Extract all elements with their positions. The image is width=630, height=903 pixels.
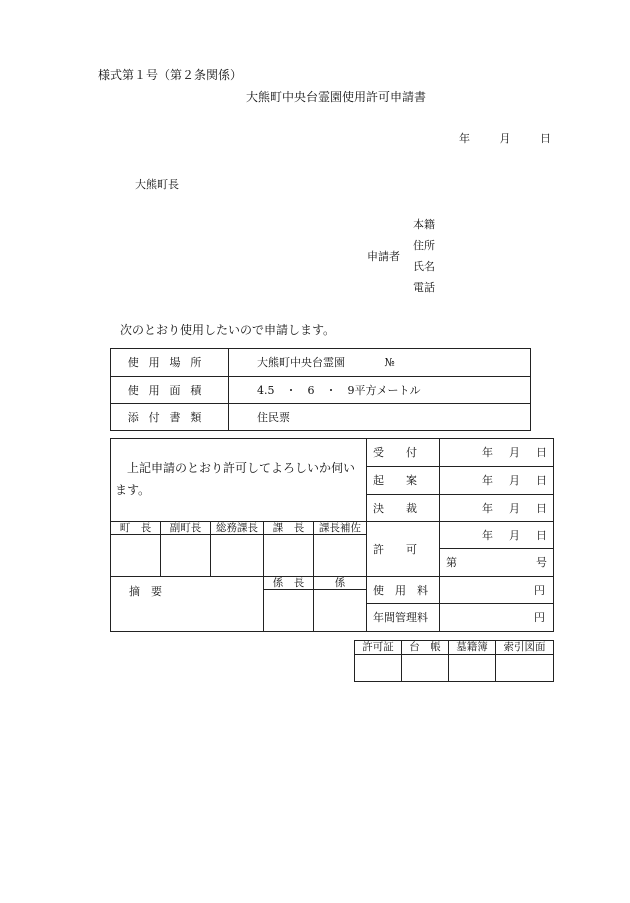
usage-value-location (229, 349, 531, 377)
ledger-grave-registry: 墓籍簿 (449, 641, 496, 655)
applicant-field-name: 氏名 (413, 260, 435, 273)
fee-value-usage (440, 577, 554, 604)
receipt-year: 年 (482, 446, 494, 459)
summary-label: 摘 要 (129, 585, 162, 598)
summary-cell (111, 577, 264, 632)
step-date-receipt (440, 439, 554, 467)
applicant-label: 申請者 (367, 250, 400, 263)
intro-text: 次のとおり使用したいので申請します。 (120, 323, 336, 337)
usage-label-area: 使用面積 (111, 377, 229, 404)
step-label-draft: 起 案 (367, 467, 440, 495)
usage-value-area: 4.5 ・ 6 ・ 9平方メートル (229, 377, 531, 404)
staff-clerk-label: 係 (314, 577, 367, 590)
approver-mayor: 町 長 (111, 522, 161, 535)
ledger-grave-registry-stamp (449, 655, 496, 682)
approver-general-affairs-chief: 総務課長 (211, 522, 264, 535)
ledger-permit-stamp (355, 655, 402, 682)
approval-table (110, 438, 554, 632)
location-value: 大熊町中央台霊園 (257, 356, 345, 369)
usage-value-attachments: 住民票 (229, 404, 531, 431)
fee-value-management (440, 604, 554, 632)
applicant-field-honseki: 本籍 (413, 218, 435, 231)
ledger-table (354, 640, 554, 682)
usage-row-attachments (111, 404, 531, 431)
step-date-permit (440, 522, 554, 549)
permit-month: 月 (509, 528, 521, 542)
receipt-day: 日 (536, 446, 548, 459)
seal-deputy-mayor (161, 535, 211, 577)
usage-row-location (111, 349, 531, 377)
applicant-field-address: 住所 (413, 239, 435, 252)
request-text: 上記申請のとおり許可してよろしいか伺います。 (115, 461, 356, 497)
seal-staff-clerk (314, 590, 367, 632)
step-label-permit: 許 可 (367, 522, 440, 577)
request-cell (111, 439, 367, 522)
seal-assistant-chief (314, 535, 367, 577)
date-month: 月 (499, 132, 511, 145)
step-label-receipt: 受 付 (367, 439, 440, 467)
permit-number (440, 549, 554, 577)
decision-year: 年 (482, 501, 494, 515)
ledger-register-stamp (402, 655, 449, 682)
permit-number-suffix: 号 (536, 556, 548, 569)
seal-section-chief (264, 535, 314, 577)
usage-fee-unit: 円 (534, 583, 546, 597)
ledger-register: 台 帳 (402, 641, 449, 655)
draft-month: 月 (509, 474, 521, 487)
ledger-index-map-stamp (496, 655, 554, 682)
permit-number-prefix: 第 (446, 556, 458, 569)
seal-staff-chief (264, 590, 314, 632)
fee-label-management: 年間管理料 (367, 604, 440, 632)
seal-general-affairs-chief (211, 535, 264, 577)
step-date-decision (440, 495, 554, 522)
approver-deputy-mayor: 副町長 (161, 522, 211, 535)
plot-number-label: № (384, 356, 395, 369)
fee-label-usage: 使 用 料 (367, 577, 440, 604)
decision-day: 日 (536, 501, 548, 515)
ledger-index-map: 索引図面 (496, 641, 554, 655)
permit-day: 日 (536, 528, 548, 542)
permit-year: 年 (482, 528, 494, 542)
management-fee-unit: 円 (534, 611, 546, 624)
ledger-permit: 許可証 (355, 641, 402, 655)
date-year: 年 (459, 132, 470, 145)
draft-year: 年 (482, 474, 494, 487)
addressee: 大熊町長 (135, 178, 179, 191)
date-day: 日 (540, 132, 551, 145)
page-title: 大熊町中央台霊園使用許可申請書 (246, 90, 427, 104)
usage-label-attachments: 添付書類 (111, 404, 229, 431)
decision-month: 月 (509, 501, 521, 515)
application-date (459, 130, 551, 146)
step-date-draft (440, 467, 554, 495)
approver-assistant-chief: 課長補佐 (314, 522, 367, 535)
usage-label-location: 使用場所 (111, 349, 229, 377)
form-number: 様式第１号（第２条関係） (98, 68, 243, 82)
seal-mayor (111, 535, 161, 577)
draft-day: 日 (536, 474, 548, 487)
receipt-month: 月 (509, 446, 521, 459)
usage-table (110, 348, 531, 431)
approver-section-chief: 課 長 (264, 522, 314, 535)
usage-row-area (111, 377, 531, 404)
step-label-decision: 決 裁 (367, 495, 440, 522)
staff-chief-label: 係 長 (264, 577, 314, 590)
applicant-field-phone: 電話 (413, 281, 435, 294)
